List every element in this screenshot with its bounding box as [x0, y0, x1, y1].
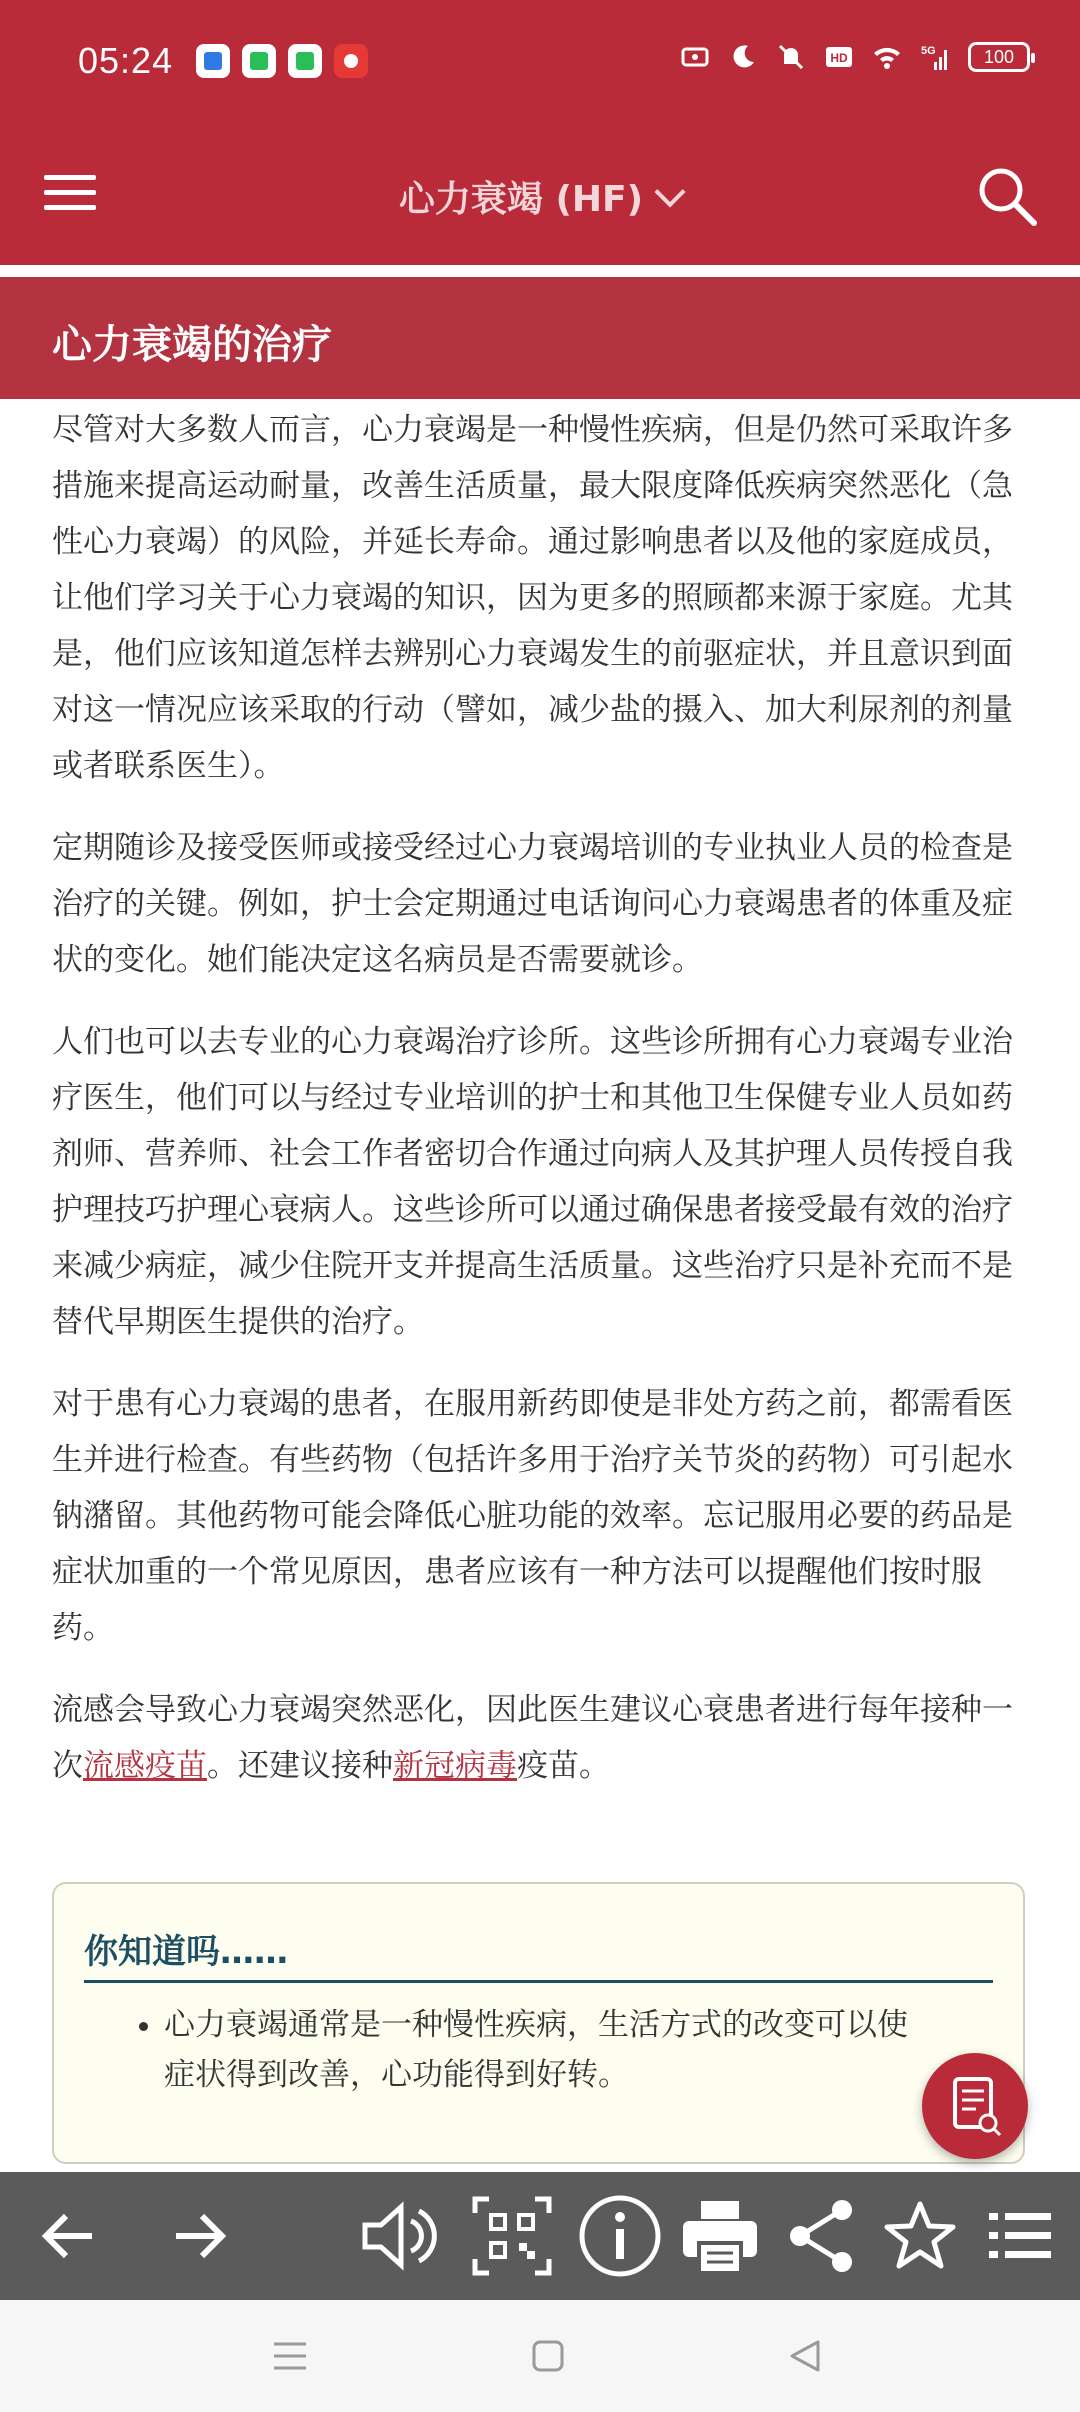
paragraph: 人们也可以去专业的心力衰竭治疗诊所。这些诊所拥有心力衰竭专业治疗医生，他们可以与经过专业培训的护士和其他卫生保健专业人员如药剂师、营养师、社会工作者密切合作通过向病人及其护理人员传授自我护理技巧护理心衰病人。这些诊所可以通过确保患者接受最有效的治疗来减少病症，减少住院开支并提高生活质量。这些治疗只是补充而不是替代早期医生提供的治疗。: [52, 1024, 1013, 1340]
svg-text:5G: 5G: [921, 45, 936, 57]
battery-icon: 100: [968, 42, 1030, 72]
section-title: 心力衰竭的治疗: [52, 322, 332, 368]
did-you-know-list: [164, 2000, 924, 2100]
svg-text:HD: HD: [830, 51, 848, 65]
paragraph: 尽管对大多数人而言，心力衰竭是一种慢性疾病，但是仍然可采取许多措施来提高运动耐量，改善生活质量，最大限度降低疾病突然恶化（急性心力衰竭）的风险，并延长寿命。通过影响患者以及他的家庭成员，让他们学习关于心力衰竭的知识，因为更多的照顾都来源于家庭。尤其是，他们应该知道怎样去辨别心力衰竭发生的前驱症状，并且意识到面对这一情况应该采取的行动（譬如，减少盐的摄入、加大利尿剂的剂量或者联系医生）。: [52, 412, 1013, 784]
qr-code-button[interactable]: [466, 2190, 558, 2282]
share-icon: [782, 2196, 862, 2276]
text-span: 疫苗。: [517, 1748, 610, 1784]
speaker-icon: [357, 2193, 443, 2279]
app-bar: [0, 125, 1080, 265]
section-header: [0, 277, 1080, 399]
star-icon: [882, 2198, 958, 2274]
paragraph: 定期随诊及接受医师或接受经过心力衰竭培训的专业执业人员的检查是治疗的关键。例如，护士会定期通过电话询问心力衰竭患者的体重及症状的变化。她们能决定这名病员是否需要就诊。: [52, 830, 1013, 978]
bottom-toolbar: [0, 2172, 1080, 2300]
wechat-icon: [242, 44, 276, 78]
wifi-icon: [872, 42, 902, 72]
info-icon: [577, 2193, 663, 2279]
status-bar: [0, 0, 1080, 125]
home-button[interactable]: [522, 2330, 574, 2382]
paragraph: [52, 1682, 1032, 1794]
qr-code-icon: [469, 2193, 555, 2279]
chevron-down-icon: [655, 176, 686, 207]
list-icon: [985, 2201, 1055, 2271]
heart-app-icon: [334, 44, 368, 78]
search-icon[interactable]: [974, 163, 1040, 229]
print-button[interactable]: [674, 2190, 766, 2282]
moon-icon: [728, 42, 758, 72]
back-arrow-icon: [38, 2206, 98, 2266]
app-notification-icon: [196, 44, 230, 78]
article-body: [52, 402, 1032, 1820]
list-item: • 心力衰竭通常是一种慢性疾病，生活方式的改变可以使症状得到改善，心功能得到好转。: [164, 2000, 924, 2100]
header-divider: [0, 265, 1080, 277]
did-you-know-title: 你知道吗……: [84, 1932, 288, 1972]
text-span: 。还建议接种: [207, 1748, 393, 1784]
topic-title: 心力衰竭 (HF): [398, 179, 644, 220]
title-underline: [84, 1980, 993, 1983]
forward-button[interactable]: [154, 2190, 246, 2282]
forward-arrow-icon: [170, 2206, 230, 2266]
flu-vaccine-link[interactable]: 流感疫苗: [83, 1748, 207, 1784]
hd-icon: [824, 42, 854, 72]
back-icon: [786, 2336, 826, 2376]
system-icons: [680, 42, 1030, 72]
paragraph: 对于患有心力衰竭的患者，在服用新药即使是非处方药之前，都需看医生并进行检查。有些药物（包括许多用于治疗关节炎的药物）可引起水钠潴留。其他药物可能会降低心脏功能的效率。忘记服用必要的药品是症状加重的一个常见原因，患者应该有一种方法可以提醒他们按时服药。: [52, 1386, 1013, 1646]
favorite-button[interactable]: [874, 2190, 966, 2282]
document-search-button[interactable]: [922, 2053, 1028, 2159]
do-not-disturb-icon: [680, 42, 710, 72]
status-time: 05:24: [78, 40, 174, 81]
recent-apps-button[interactable]: [264, 2330, 316, 2382]
wechat-icon: [288, 44, 322, 78]
share-button[interactable]: [776, 2190, 868, 2282]
system-back-button[interactable]: [780, 2330, 832, 2382]
covid-link[interactable]: 新冠病毒: [393, 1748, 517, 1784]
home-icon: [528, 2336, 568, 2376]
text-span: 流感会导致心力衰竭突然恶化，因此医生建议心衰患者进行每年接种一次: [52, 1692, 1013, 1784]
recent-apps-icon: [270, 2336, 310, 2376]
contents-button[interactable]: [974, 2190, 1066, 2282]
system-nav-bar: [0, 2300, 1080, 2412]
mute-icon: [776, 42, 806, 72]
document-search-icon: [922, 2053, 1028, 2159]
read-aloud-button[interactable]: [354, 2190, 446, 2282]
topic-dropdown[interactable]: [0, 171, 1080, 222]
5g-signal-icon: [920, 42, 950, 72]
notification-icons: [196, 44, 368, 78]
print-icon: [677, 2193, 763, 2279]
info-button[interactable]: [574, 2190, 666, 2282]
did-you-know-box: [52, 1882, 1025, 2164]
back-button[interactable]: [22, 2190, 114, 2282]
